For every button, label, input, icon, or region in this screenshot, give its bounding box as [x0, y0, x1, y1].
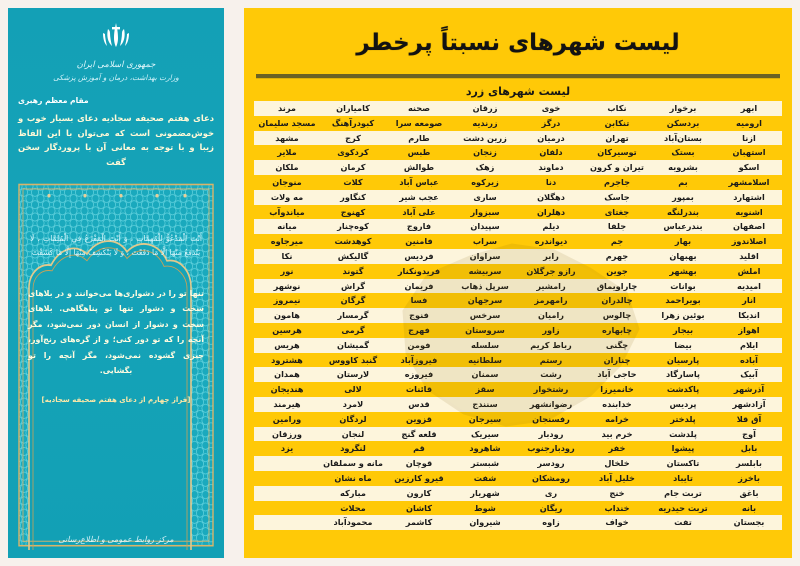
table-row	[254, 338, 782, 353]
city-cell: نکا	[254, 249, 320, 264]
city-cell	[584, 530, 650, 545]
city-cell: رودبارجنوب	[518, 441, 584, 456]
city-cell: مه ولات	[254, 190, 320, 205]
table-row	[254, 441, 782, 456]
city-cell: بجستان	[716, 515, 782, 530]
city-cell: اصلاندوز	[716, 234, 782, 249]
city-cell	[254, 486, 320, 501]
page-title: لیست شهرهای نسبتاً پرخطر	[356, 30, 680, 56]
city-cell: علی آباد	[386, 205, 452, 220]
city-cell: سرجهان	[452, 293, 518, 308]
city-cell: سمنان	[452, 367, 518, 382]
city-cell: سروستان	[452, 323, 518, 338]
city-cell	[320, 530, 386, 545]
city-cell: بهشهر	[650, 264, 716, 279]
city-cell: پیشوا	[650, 441, 716, 456]
city-cell: بردسکن	[650, 116, 716, 131]
city-cell: کلات	[320, 175, 386, 190]
city-cell: بیضا	[650, 338, 716, 353]
city-cell: رباط کریم	[518, 338, 584, 353]
city-cell: قوچان	[386, 456, 452, 471]
table-row	[254, 160, 782, 175]
city-cell: شهریار	[452, 486, 518, 501]
city-cell: چگنی	[584, 338, 650, 353]
ornamental-frame	[13, 180, 219, 550]
city-cell: جغتای	[584, 205, 650, 220]
city-table	[254, 101, 782, 545]
city-cell: صحنه	[386, 101, 452, 116]
city-cell: نکاب	[584, 101, 650, 116]
city-cell: بستان‌آباد	[650, 131, 716, 146]
city-cell: زرین دشت	[452, 131, 518, 146]
city-cell: پاکدشت	[650, 382, 716, 397]
city-cell: مانه و سملقان	[320, 456, 386, 471]
city-cell: فامنین	[386, 234, 452, 249]
city-cell: هامون	[254, 308, 320, 323]
table-row	[254, 190, 782, 205]
city-cell: رومشکان	[518, 471, 584, 486]
title-band	[252, 12, 784, 74]
city-cell: تایباد	[650, 471, 716, 486]
city-cell: رستم	[518, 353, 584, 368]
city-cell: رودبار	[518, 427, 584, 442]
table-row	[254, 145, 782, 160]
city-cell: لردگان	[320, 412, 386, 427]
city-cell: تهران	[584, 131, 650, 146]
table-row	[254, 264, 782, 279]
city-cell: سپیدان	[452, 219, 518, 234]
city-cell: قلعه گنج	[386, 427, 452, 442]
city-cell: زرقان	[452, 101, 518, 116]
table-row	[254, 515, 782, 530]
city-cell: اندیکا	[716, 308, 782, 323]
city-cell: دهگلان	[518, 190, 584, 205]
city-cell: لنجان	[320, 427, 386, 442]
city-cell: فسا	[386, 293, 452, 308]
city-cell: سراب	[452, 234, 518, 249]
city-cell: جاسک	[584, 190, 650, 205]
city-cell: اقلید	[716, 249, 782, 264]
list-subtitle: لیست شهرهای زرد	[465, 84, 571, 98]
city-cell: زیرکوه	[452, 175, 518, 190]
city-cell: ابهر	[716, 101, 782, 116]
city-cell: زاور	[518, 323, 584, 338]
city-cell: نیمروز	[254, 293, 320, 308]
city-cell: سرپل ذهاب	[452, 279, 518, 294]
city-cell: لارستان	[320, 367, 386, 382]
city-cell: گالیکش	[320, 249, 386, 264]
city-cell: آق قلا	[716, 412, 782, 427]
city-cell: پلدشت	[650, 427, 716, 442]
city-cell: سربیشه	[452, 264, 518, 279]
city-cell	[254, 456, 320, 471]
table-row	[254, 249, 782, 264]
city-cell: فیروزه	[386, 367, 452, 382]
city-cell: اسلامشهر	[716, 175, 782, 190]
city-cell: ملایر	[254, 145, 320, 160]
city-cell: چالوس	[584, 308, 650, 323]
city-cell: بویراحمد	[650, 293, 716, 308]
city-cell: بم	[650, 175, 716, 190]
city-cell: میاندوآب	[254, 205, 320, 220]
city-cell: شوط	[452, 501, 518, 516]
city-cell: هریس	[254, 338, 320, 353]
city-table-body	[254, 101, 782, 545]
city-cell: دنا	[518, 175, 584, 190]
city-cell: رشتخوار	[518, 382, 584, 397]
table-row	[254, 219, 782, 234]
city-cell: فیروزآباد	[386, 353, 452, 368]
city-cell: گتوند	[320, 264, 386, 279]
city-cell: چابهاره	[584, 323, 650, 338]
city-cell: ریگان	[518, 501, 584, 516]
city-cell: هرسین	[254, 323, 320, 338]
city-cell: بابلسر	[716, 456, 782, 471]
city-cell: گرمسار	[320, 308, 386, 323]
city-cell: کبودرآهنگ	[320, 116, 386, 131]
city-cell: بستک	[650, 145, 716, 160]
city-cell: بهار	[650, 234, 716, 249]
city-cell: باغق	[716, 486, 782, 501]
city-cell: هشترود	[254, 353, 320, 368]
city-cell: رامشیر	[518, 279, 584, 294]
city-cell: سرخس	[452, 308, 518, 323]
city-cell: بهبهان	[650, 249, 716, 264]
city-cell: نور	[254, 264, 320, 279]
city-cell: سلسله	[452, 338, 518, 353]
city-cell: تنکابن	[584, 116, 650, 131]
city-cell: منوجان	[254, 175, 320, 190]
city-cell: جوین	[584, 264, 650, 279]
city-cell: فریدونکنار	[386, 264, 452, 279]
city-cell: تیران و کرون	[584, 160, 650, 175]
table-row	[254, 471, 782, 486]
table-row	[254, 456, 782, 471]
city-cell: قدس	[386, 397, 452, 412]
table-row	[254, 234, 782, 249]
table-row	[254, 486, 782, 501]
city-cell: درمیان	[518, 131, 584, 146]
city-cell: خرم بید	[584, 427, 650, 442]
city-cell: هندیجان	[254, 382, 320, 397]
city-cell: خانمیرزا	[584, 382, 650, 397]
city-cell: نوشهر	[254, 279, 320, 294]
city-cell: اصفهان	[716, 219, 782, 234]
city-cell: رازو جرگلان	[518, 264, 584, 279]
city-cell: خدابنده	[584, 397, 650, 412]
city-cell: هیرمند	[254, 397, 320, 412]
city-cell: رفسنجان	[518, 412, 584, 427]
city-cell: بمپور	[650, 190, 716, 205]
city-cell: شبستر	[452, 456, 518, 471]
city-cell: گنبد کاووس	[320, 353, 386, 368]
table-row	[254, 279, 782, 294]
city-cell	[518, 530, 584, 545]
table-row	[254, 308, 782, 323]
city-cell	[716, 530, 782, 545]
city-cell: مشهد	[254, 131, 320, 146]
city-cell: اسکو	[716, 160, 782, 175]
city-cell: صومعه سرا	[386, 116, 452, 131]
city-cell: سیریک	[452, 427, 518, 442]
city-cell: فردیس	[386, 249, 452, 264]
city-cell: شاهرود	[452, 441, 518, 456]
city-cell: سراوان	[452, 249, 518, 264]
city-cell	[386, 530, 452, 545]
city-cell: پارسیان	[650, 353, 716, 368]
city-cell: شیروان	[452, 515, 518, 530]
table-row	[254, 205, 782, 220]
city-cell: پردیس	[650, 397, 716, 412]
city-cell: زهک	[452, 160, 518, 175]
leader-quote: دعای هفتم صحیفه سجادیه دعای بسیار خوب و خوش‌مضمونی است که می‌توان با این الفاظ زیبا و با توجه به معانی آن با پروردگار سخن گفت	[18, 113, 214, 168]
city-cell: تربت جام	[650, 486, 716, 501]
city-cell: برخوار	[650, 101, 716, 116]
city-cell: املش	[716, 264, 782, 279]
city-cell: شفت	[452, 471, 518, 486]
city-cell: پاسارگاد	[650, 367, 716, 382]
city-cell: استهبان	[716, 145, 782, 160]
city-cell: عباس آباد	[386, 175, 452, 190]
table-row	[254, 116, 782, 131]
city-cell: عجب شیر	[386, 190, 452, 205]
city-cell: میرجاوه	[254, 234, 320, 249]
city-cell: بندرلنگه	[650, 205, 716, 220]
iran-emblem-icon	[99, 20, 133, 52]
table-row	[254, 101, 782, 116]
city-cell: ساری	[452, 190, 518, 205]
city-cell: خنج	[584, 486, 650, 501]
city-cell: کرمان	[320, 160, 386, 175]
city-cell: سنندج	[452, 397, 518, 412]
title-divider	[256, 74, 780, 78]
city-cell	[650, 530, 716, 545]
city-cell: سلطانیه	[452, 353, 518, 368]
city-cell: چاراویماق	[584, 279, 650, 294]
city-cell: کوه‌چنار	[320, 219, 386, 234]
city-cell: قم	[386, 441, 452, 456]
city-cell: پلدختر	[650, 412, 716, 427]
teal-board	[8, 8, 224, 558]
city-cell: خلخال	[584, 456, 650, 471]
city-cell: رودسر	[518, 456, 584, 471]
city-cell: آزادشهر	[716, 397, 782, 412]
city-cell: اشتهارد	[716, 190, 782, 205]
city-cell: چالدران	[584, 293, 650, 308]
city-cell: لالی	[320, 382, 386, 397]
city-cell: اهواز	[716, 323, 782, 338]
city-cell: قائنات	[386, 382, 452, 397]
table-row	[254, 501, 782, 516]
city-cell	[254, 530, 320, 545]
city-cell: آبیک	[716, 367, 782, 382]
city-cell: سبزوار	[452, 205, 518, 220]
city-cell: همدان	[254, 367, 320, 382]
city-cell: لامرد	[320, 397, 386, 412]
subtitle-band	[252, 82, 784, 100]
city-cell: خرامه	[584, 412, 650, 427]
city-cell: طوالش	[386, 160, 452, 175]
city-cell: مبارکه	[320, 486, 386, 501]
city-cell: رامیان	[518, 308, 584, 323]
city-cell	[254, 515, 320, 530]
city-cell: طارم	[386, 131, 452, 146]
city-cell: زاوه	[518, 515, 584, 530]
government-name: جمهوری اسلامی ایران	[76, 60, 156, 70]
table-row	[254, 382, 782, 397]
city-cell: آباده	[716, 353, 782, 368]
city-cell: درگز	[518, 116, 584, 131]
persian-translation-text: تنها تو را در دشواری‌ها می‌خوانند و در بلاهای سخت و دشوار تنها تو پناهگاهی. بلاهای سخت و دشوار از انسان دور نمی‌شود، مگر آنچه را که تو دور کنی؛ و از گره‌های رنج‌آور، چیزی گشوده نمی‌شود، مگر آنچه را تو بگشایی.	[28, 288, 204, 375]
city-cell: ملکان	[254, 160, 320, 175]
arabic-prayer-text: أَنْتَ الْمَدْعُوُّ لِلْمُهِمَّاتِ ، وَ أَنْتَ الْمَفْزَعُ فِي الْمُلِمَّاتِ ، لَا يَنْدَفِعُ مِنْهَا إِلَّا مَا دَفَعْتَ ، وَ لَا يَنْكَشِفُ مِنْهَا إِلَّا مَا كَشَفْتَ	[30, 233, 202, 257]
city-cell: تاکستان	[650, 456, 716, 471]
city-cell: ایلام	[716, 338, 782, 353]
table-row	[254, 293, 782, 308]
city-cell: فهرج	[386, 323, 452, 338]
city-cell: مرند	[254, 101, 320, 116]
city-cell: ورزقان	[254, 427, 320, 442]
city-cell: بیجار	[650, 323, 716, 338]
city-cell: دماوند	[518, 160, 584, 175]
city-cell: گرمی	[320, 323, 386, 338]
city-cell: خوی	[518, 101, 584, 116]
publisher-org: مرکز روابط عمومی و اطلاع‌رسانی	[58, 535, 174, 544]
city-cell: فاروج	[386, 219, 452, 234]
city-cell: ازنا	[716, 131, 782, 146]
city-table-zone	[252, 100, 784, 552]
city-cell: زنجان	[452, 145, 518, 160]
city-cell: تربت حیدریه	[650, 501, 716, 516]
city-cell: خفر	[584, 441, 650, 456]
city-cell: باخرز	[716, 471, 782, 486]
city-cell: خلیل آباد	[584, 471, 650, 486]
city-cell: میانه	[254, 219, 320, 234]
city-cell: خواف	[584, 515, 650, 530]
city-cell: کهنوج	[320, 205, 386, 220]
city-cell: ورامین	[254, 412, 320, 427]
table-row	[254, 530, 782, 545]
city-cell: ارومیه	[716, 116, 782, 131]
city-cell: کارون	[386, 486, 452, 501]
city-cell: دلفان	[518, 145, 584, 160]
city-list-panel	[234, 0, 800, 566]
city-cell: ماه نشان	[320, 471, 386, 486]
table-row	[254, 323, 782, 338]
city-cell: سقز	[452, 382, 518, 397]
city-cell: لنگرود	[320, 441, 386, 456]
city-cell: کنگاور	[320, 190, 386, 205]
city-cell: کاشمر	[386, 515, 452, 530]
city-cell: گمیشان	[320, 338, 386, 353]
city-cell: سیرجان	[452, 412, 518, 427]
city-cell: گراش	[320, 279, 386, 294]
city-cell: گرگان	[320, 293, 386, 308]
city-cell: بشرویه	[650, 160, 716, 175]
city-cell: رضوانشهر	[518, 397, 584, 412]
city-cell: آذرشهر	[716, 382, 782, 397]
yellow-board	[244, 8, 792, 558]
city-cell	[452, 530, 518, 545]
table-row	[254, 427, 782, 442]
city-cell: فنوج	[386, 308, 452, 323]
table-row	[254, 367, 782, 382]
table-row	[254, 353, 782, 368]
city-cell: دیواندره	[518, 234, 584, 249]
city-cell: اشنویه	[716, 205, 782, 220]
city-cell: خنداب	[584, 501, 650, 516]
city-cell: بابل	[716, 441, 782, 456]
city-cell	[254, 471, 320, 486]
city-cell: قزوین	[386, 412, 452, 427]
city-cell: زرندیه	[452, 116, 518, 131]
city-cell: رابر	[518, 249, 584, 264]
city-cell: تفت	[650, 515, 716, 530]
city-cell: مسجد سلیمان	[254, 116, 320, 131]
city-cell: جهرم	[584, 249, 650, 264]
table-row	[254, 397, 782, 412]
city-cell: محمودآباد	[320, 515, 386, 530]
city-cell: کوهدشت	[320, 234, 386, 249]
city-cell: رامهرمز	[518, 293, 584, 308]
city-cell: کاشان	[386, 501, 452, 516]
leader-label: مقام معظم رهبری	[18, 96, 89, 105]
city-cell: ری	[518, 486, 584, 501]
city-cell: جم	[584, 234, 650, 249]
city-cell: توسیرکان	[584, 145, 650, 160]
city-cell: جاجرم	[584, 175, 650, 190]
city-cell: جلفا	[584, 219, 650, 234]
prayer-source-note: [فراز چهارم از دعای هفتم صحیفه سجادیه]	[41, 396, 191, 405]
city-cell: کردکوی	[320, 145, 386, 160]
city-cell: چناران	[584, 353, 650, 368]
city-cell: رشت	[518, 367, 584, 382]
city-cell: دیلم	[518, 219, 584, 234]
city-cell: آوج	[716, 427, 782, 442]
city-cell: انار	[716, 293, 782, 308]
city-cell: قیرو کارزین	[386, 471, 452, 486]
city-cell: یزد	[254, 441, 320, 456]
city-cell: بندرعباس	[650, 219, 716, 234]
city-cell: امیدیه	[716, 279, 782, 294]
city-cell: فریمان	[386, 279, 452, 294]
city-cell: بوانات	[650, 279, 716, 294]
city-cell: محلات	[320, 501, 386, 516]
city-cell: کامیاران	[320, 101, 386, 116]
table-row	[254, 175, 782, 190]
prayer-panel	[0, 0, 234, 566]
table-row	[254, 412, 782, 427]
city-cell: دهلران	[518, 205, 584, 220]
city-cell: طبس	[386, 145, 452, 160]
city-cell: کرج	[320, 131, 386, 146]
city-cell: بوئین زهرا	[650, 308, 716, 323]
city-cell: حاجی آباد	[584, 367, 650, 382]
table-row	[254, 131, 782, 146]
city-cell: فومن	[386, 338, 452, 353]
city-cell	[254, 501, 320, 516]
ministry-name: وزارت بهداشت، درمان و آموزش پزشکی	[53, 73, 179, 82]
city-cell: بانه	[716, 501, 782, 516]
